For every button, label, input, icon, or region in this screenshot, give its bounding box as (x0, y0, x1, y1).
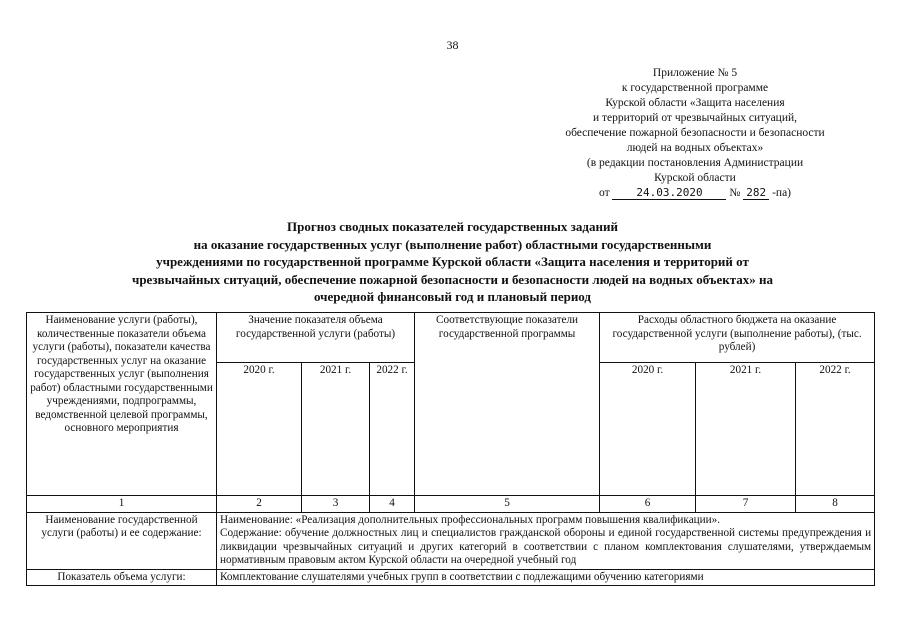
column-number: 6 (600, 496, 696, 513)
forecast-table (26, 312, 875, 586)
column-number: 4 (370, 496, 415, 513)
document-heading (60, 218, 845, 306)
number-label: № (729, 187, 741, 199)
column-number: 3 (302, 496, 370, 513)
resolution-line (540, 186, 850, 201)
year-cell: 2022 г. (796, 363, 875, 496)
year-cell: 2020 г. (600, 363, 696, 496)
appendix-line: к государственной программе (621, 82, 769, 94)
number-suffix: -па) (772, 187, 792, 199)
volume-header: Значение показателя объема государственной услуги (работы) (217, 313, 415, 363)
expense-header: Расходы областного бюджета на оказание государственной услуги (выполнение работы), (тыс. рублей) (600, 313, 875, 363)
appendix-block (540, 66, 850, 201)
service-row (27, 512, 875, 569)
column-number: 2 (217, 496, 302, 513)
heading-line: очередной финансовый год и плановый период (313, 289, 592, 304)
column-number: 5 (415, 496, 600, 513)
appendix-line: Курской области «Защита населения (605, 97, 785, 109)
appendix-line: обеспечение пожарной безопасности и безопасности (565, 127, 825, 139)
year-cell: 2021 г. (302, 363, 370, 496)
volume-indicator-value: Комплектование слушателями учебных групп в соответствии с подлежащими обучению категориями (217, 569, 875, 586)
column-numbers-row (27, 496, 875, 513)
appendix-line: и территорий от чрезвычайных ситуаций, (592, 112, 798, 124)
resolution-number: 282 (743, 187, 769, 200)
heading-line: на оказание государственных услуг (выполнение работ) областными государственными (193, 236, 712, 252)
volume-indicator-row (27, 569, 875, 586)
header-row (27, 313, 875, 363)
heading-line: чрезвычайных ситуаций, обеспечение пожарной безопасности и безопасности людей на водных объектах» на (132, 271, 773, 287)
service-description (217, 512, 875, 569)
resolution-date: 24.03.2020 (612, 187, 726, 200)
service-label: Наименование государственной услуги (работы) и ее содержание: (27, 512, 217, 569)
heading-line: учреждениями по государственной программе Курской области «Защита населения и территорий от (156, 254, 749, 269)
page-number: 38 (446, 38, 459, 52)
appendix-line: Курской области (654, 172, 736, 184)
year-cell: 2021 г. (696, 363, 796, 496)
service-name: Наименование: «Реализация дополнительных профессиональных программ повышения квалификации». (220, 513, 721, 526)
appendix-line: людей на водных объектах» (626, 142, 764, 154)
column-number: 7 (696, 496, 796, 513)
from-label: от (598, 187, 610, 199)
column-number: 1 (27, 496, 217, 513)
volume-indicator-label: Показатель объема услуги: (27, 569, 217, 586)
appendix-line: (в редакции постановления Администрации (586, 157, 804, 169)
year-cell: 2020 г. (217, 363, 302, 496)
column-number: 8 (796, 496, 875, 513)
col1-header: Наименование услуги (работы), количественные показатели объема услуги (работы), показатели качества государственных услуг на оказание государственных услуг (выполнения работ) областными государственными учреждениями, подпрограммы, ведомственной целевой программы, основного мероприятия (27, 313, 217, 496)
programs-header: Соответствующие показатели государственной программы (415, 313, 600, 496)
service-content: Содержание: обучение должностных лиц и специалистов гражданской обороны и единой государственной системы предупреждения и ликвидации чрезвычайных ситуаций и других категорий в соответствии с планом комплектования слушателями, утверждаемым нормативным правовым актом Курской области на очередной учебный год (220, 527, 872, 566)
appendix-line: Приложение № 5 (652, 67, 738, 79)
year-cell: 2022 г. (370, 363, 415, 496)
heading-line: Прогноз сводных показателей государственных заданий (287, 219, 618, 234)
